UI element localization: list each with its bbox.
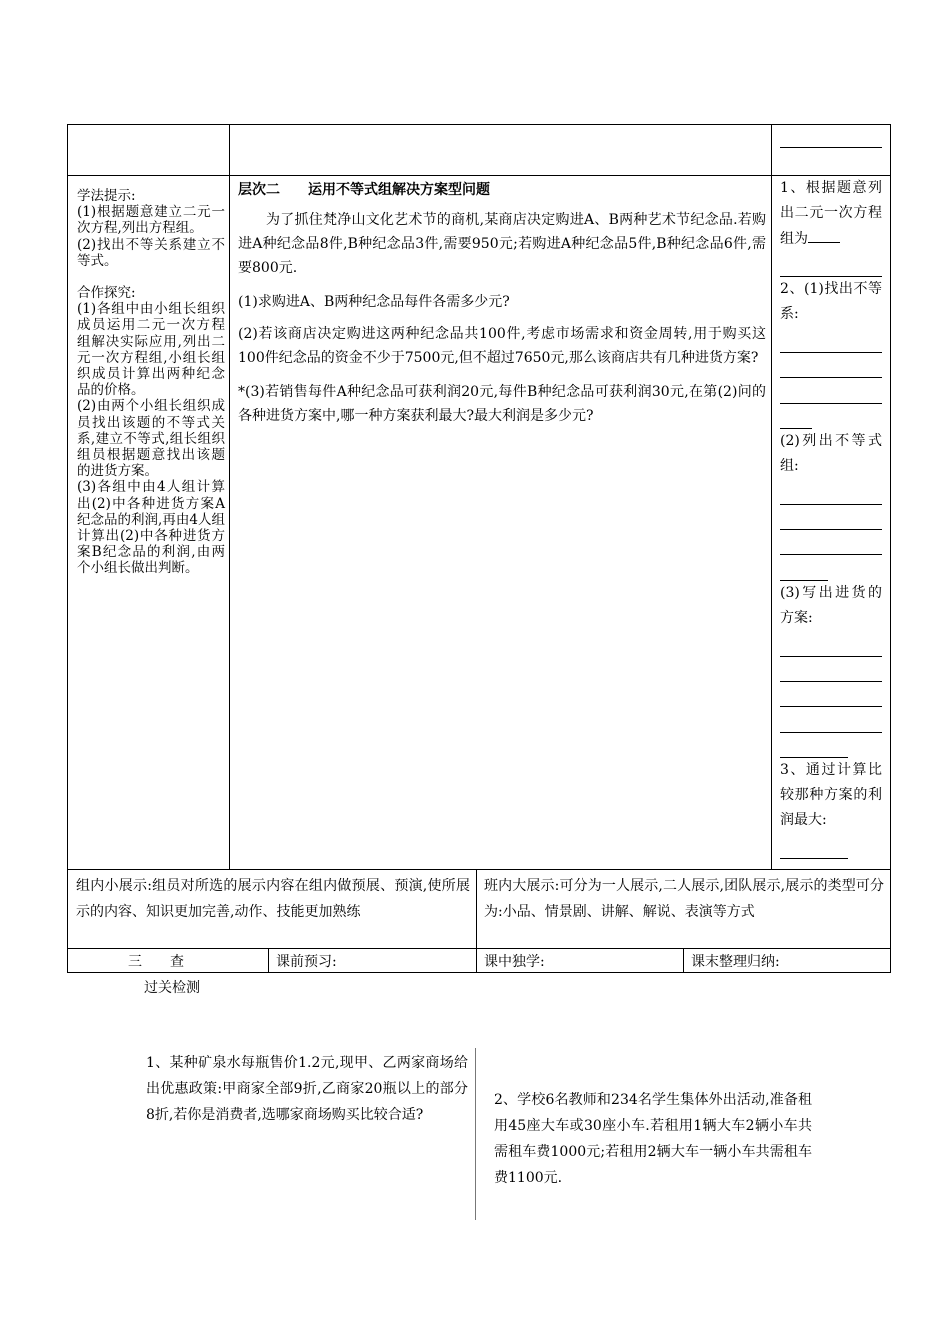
question-3: *(3)若销售每件A种纪念品可获利润20元,每件B种纪念品可获利润30元,在第(2)问的各种进货方案中,哪一种方案获利最大?最大利润是多少元? [238, 384, 766, 424]
answer-blank-4d[interactable] [780, 707, 882, 732]
problem-1: 1、某种矿泉水每瓶售价1.2元,现甲、乙两家商场给出优惠政策:甲商家全部9折,乙商家20瓶以上的部分8折,若你是消费者,选哪家商场购买比较合适? [146, 1055, 468, 1123]
middle-problem-column [238, 178, 766, 428]
answer-blank-4e[interactable] [780, 733, 848, 758]
group-display-text: 组内小展示:组员对所选的展示内容在组内做预展、预演,使所展示的内容、知识更加完善,动作、技能更加熟练 [76, 878, 470, 920]
hint-1: (1)根据题意建立二元一次方程,列出方程组。 [77, 204, 225, 237]
problem-intro: 为了抓住梵净山文化艺术节的商机,某商店决定购进A、B两种艺术节纪念品.若购进A种纪念品8件,B种纪念品3件,需要950元;若购进A种纪念品5件,B种纪念品6件,需要800元. [238, 212, 766, 276]
answer-blank-top[interactable] [780, 147, 882, 148]
answer-prompt-2: 2、(1)找出不等系: [780, 281, 882, 323]
answer-blank-4b[interactable] [780, 657, 882, 682]
answer-blank-4a[interactable] [780, 631, 882, 656]
question-2: (2)若该商店决定购进这两种纪念品共100件,考虑市场需求和资金周转,用于购买这100件纪念品的资金不少于7500元,但不超过7650元,那么该商店共有几种进货方案? [238, 326, 766, 366]
hint-2: (2)找出不等关系建立不等式。 [77, 236, 225, 269]
right-answer-column [780, 176, 882, 859]
answer-blank-4c[interactable] [780, 682, 882, 707]
problem-divider [475, 1048, 476, 1220]
answer-blank-5[interactable] [780, 834, 848, 859]
answer-blank-1a[interactable] [808, 228, 840, 243]
row-divider-3 [67, 948, 890, 949]
hint-title: 学法提示: [77, 188, 136, 204]
table-right-border [890, 124, 891, 973]
answer-blank-2a[interactable] [780, 328, 882, 353]
answer-blank-2b[interactable] [780, 353, 882, 378]
col-divider-check-1 [268, 948, 269, 973]
answer-prompt-3: (2)列出不等式组: [780, 432, 882, 475]
answer-blank-2c[interactable] [780, 378, 882, 403]
answer-blank-3d[interactable] [780, 555, 828, 580]
problem-2: 2、学校6名教师和234名学生集体外出活动,准备租用45座大车或30座小车.若租用1辆大车2辆小车共需租车费1000元;若租用2辆大车一辆小车共需租车费1100元. [494, 1092, 812, 1186]
answer-blank-3b[interactable] [780, 505, 882, 530]
col-divider-check-2 [683, 948, 684, 973]
pass-test-title: 过关检测 [144, 980, 200, 996]
table-left-border [67, 124, 68, 973]
coop-title: 合作探究: [77, 285, 136, 302]
row-divider-1 [67, 175, 890, 176]
answer-prompt-1: 1、根据题意列出二元一次方程组为 [780, 180, 882, 247]
answer-prompt-4: (3)写出进货的方案: [780, 584, 882, 627]
col-divider-display [476, 869, 477, 973]
section-heading: 层次二 运用不等式组解决方案型问题 [238, 182, 490, 198]
answer-blank-3c[interactable] [780, 530, 882, 555]
col-divider-left [229, 124, 230, 870]
check-in-class: 课中独学: [484, 954, 545, 970]
answer-blank-3a[interactable] [780, 480, 882, 505]
table-top-border [67, 124, 890, 125]
answer-blank-1b[interactable] [780, 252, 882, 277]
coop-2: (2)由两个小组长组织成员找出该题的不等式关系,建立不等式,组长组织组员根据题意找出该题的进货方案。 [77, 398, 225, 480]
row-divider-2 [67, 869, 890, 870]
left-guidance-column [77, 188, 225, 577]
check-pre-study: 课前预习: [276, 954, 337, 970]
table-bottom-border [67, 972, 890, 973]
col-divider-right [771, 124, 772, 870]
coop-1: (1)各组中由小组长组织成员运用二元一次方程组解决实际应用,列出二元一次方程组,小组长组织成员计算出两种纪念品的价格。 [77, 301, 225, 399]
answer-prompt-5: 3、通过计算比较那种方案的利润最大: [780, 761, 882, 829]
coop-3: (3)各组中由4人组计算出(2)中各种进货方案A纪念品的利润,再由4人组计算出(2)中各种进货方案B纪念品的利润,由两个小组长做出判断。 [77, 479, 225, 577]
question-1: (1)求购进A、B两种纪念品每件各需多少元? [238, 294, 510, 310]
check-after-class: 课末整理归纳: [691, 954, 780, 970]
answer-blank-2d[interactable] [780, 404, 812, 429]
class-display-text: 班内大展示:可分为一人展示,二人展示,团队展示,展示的类型可分为:小品、情景剧、讲解、解说、表演等方式 [484, 878, 884, 920]
check-row-label: 三 查 [128, 954, 184, 970]
